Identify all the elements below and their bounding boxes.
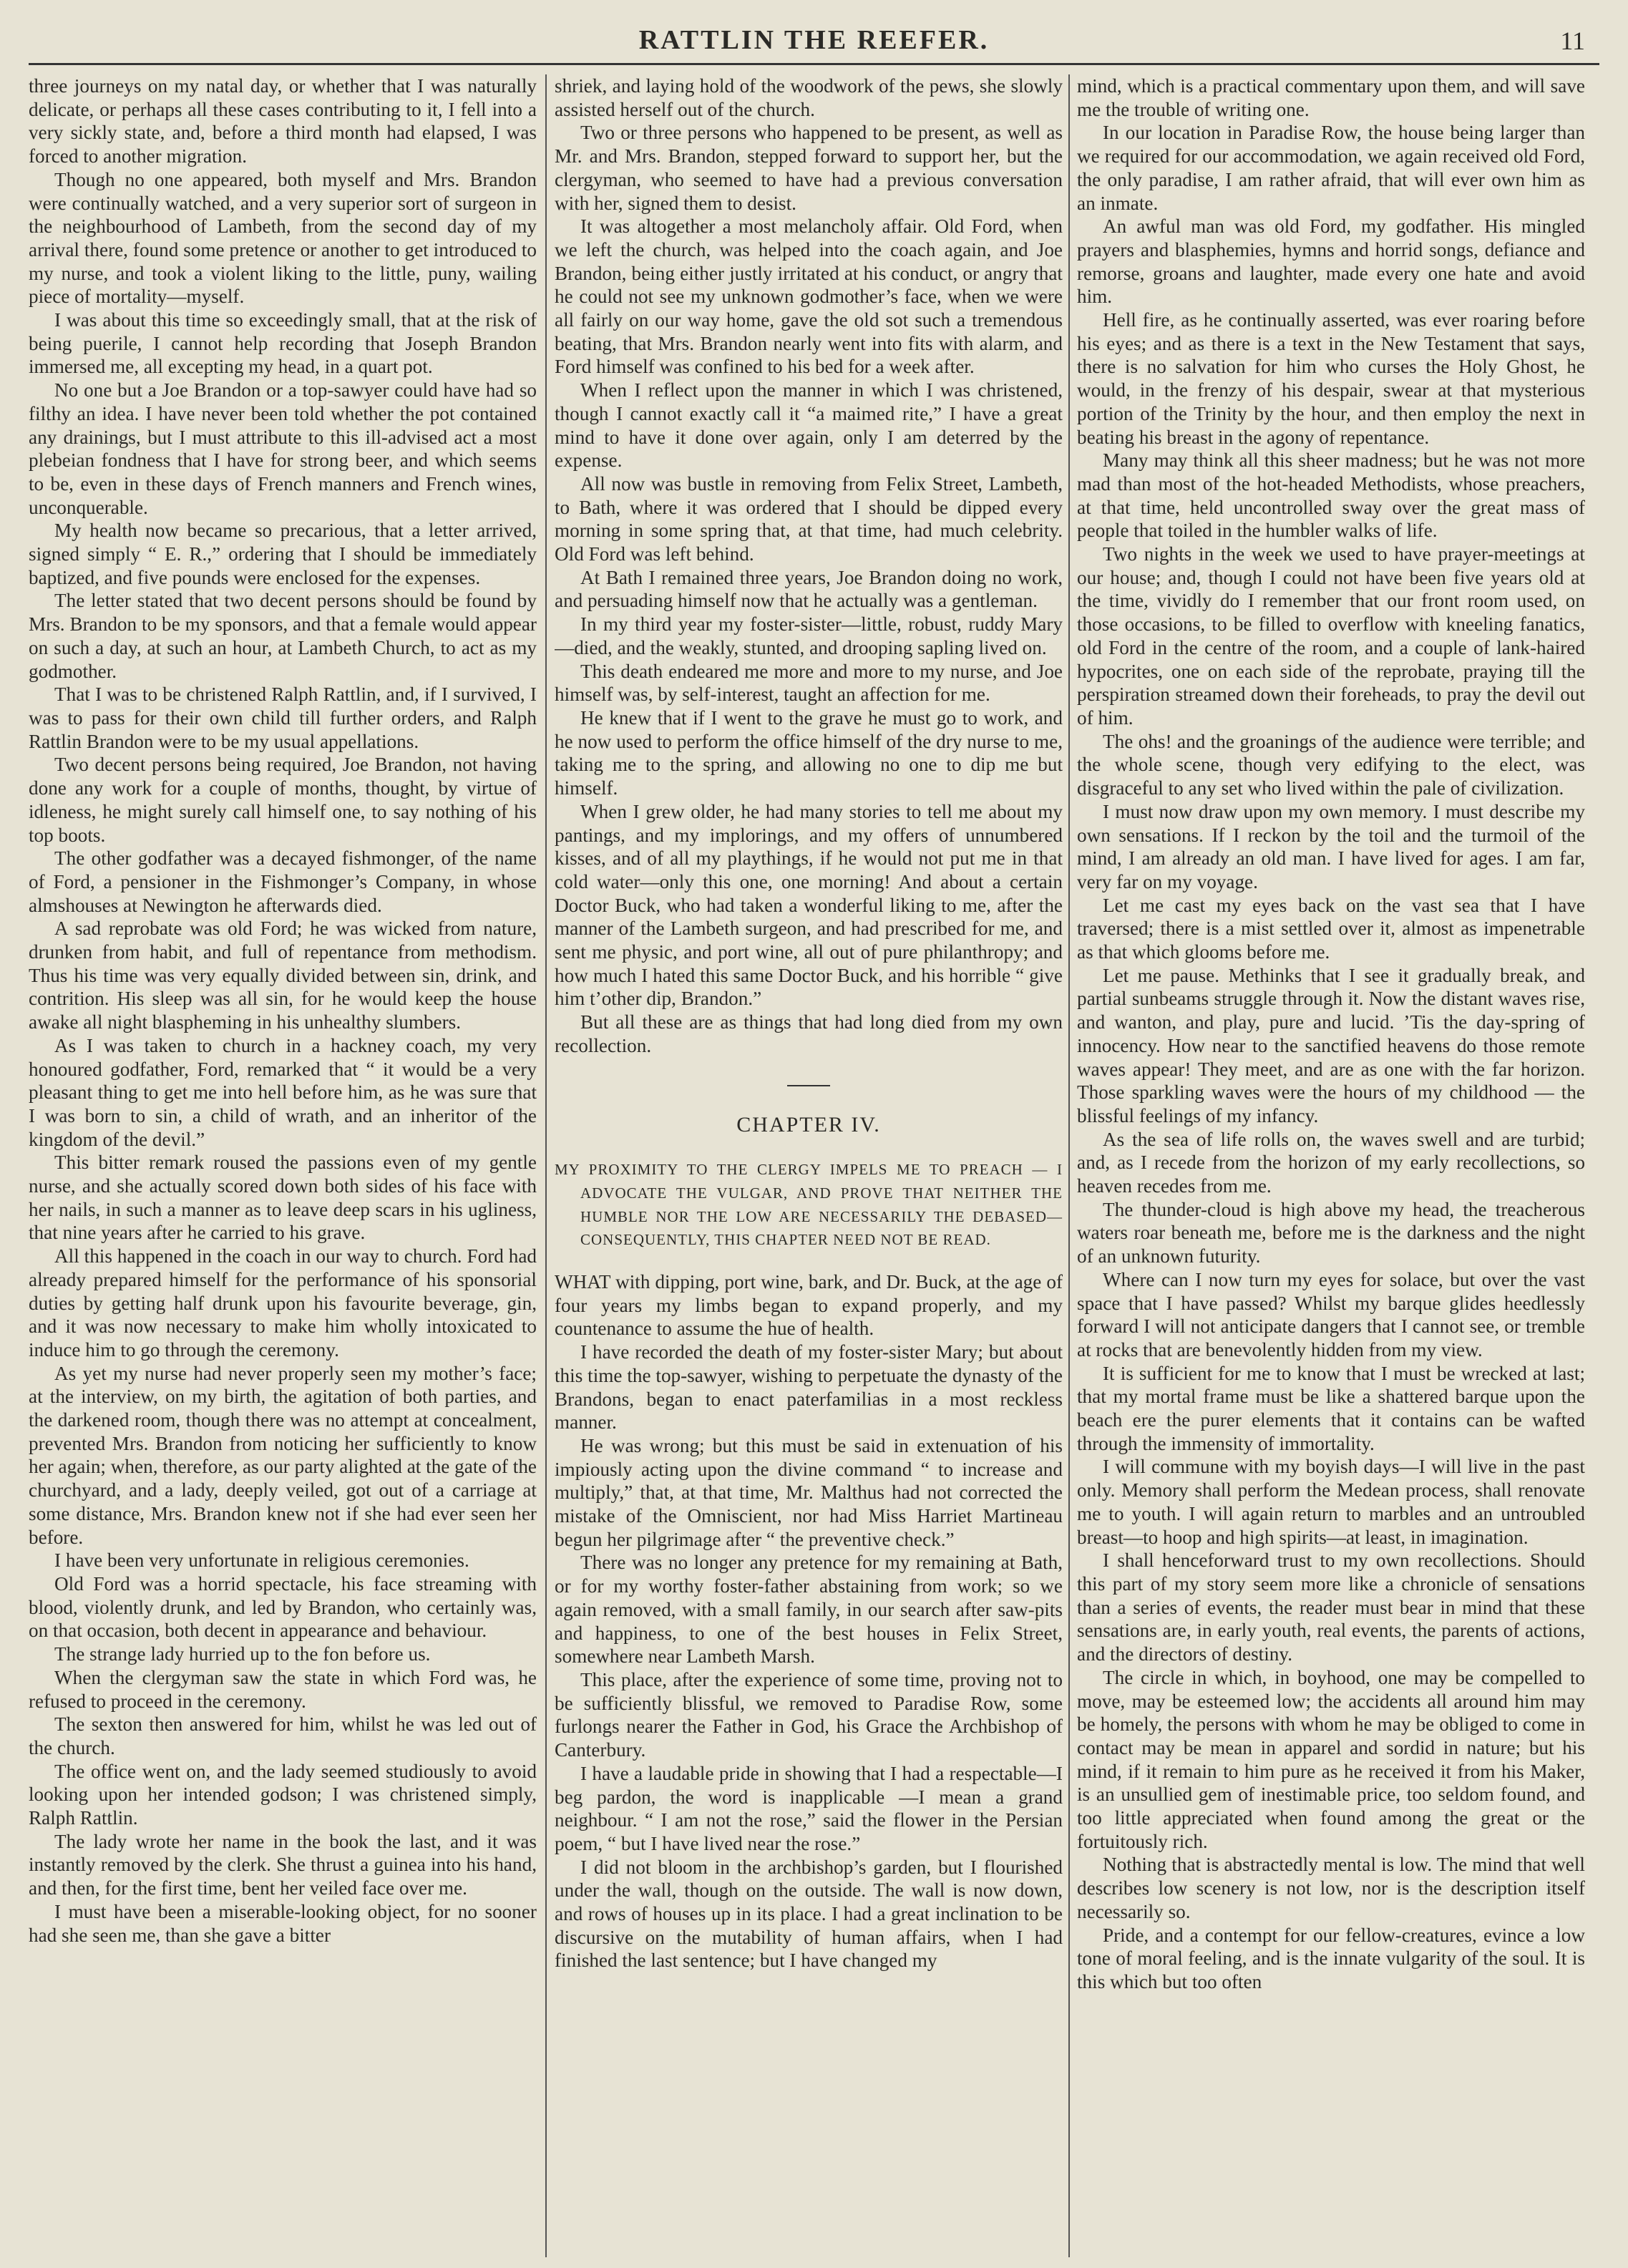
paragraph: Let me cast my eyes back on the vast sea that I have traversed; there is a mist settled over it, almost as impenetrable as that which glooms before me.	[1077, 894, 1585, 963]
paragraph: Nothing that is abstractedly mental is low. The mind that well describes low scenery is not low, nor is the description itself necessarily so.	[1077, 1854, 1585, 1922]
header-rule	[29, 63, 1599, 65]
paragraph: The thunder-cloud is high above my head, the treacherous waters roar beneath me, before me is the darkness and the night of an unknown futurity.	[1077, 1198, 1585, 1267]
paragraph: Two or three persons who happened to be present, as well as Mr. and Mrs. Brandon, stepped forward to support her, but the clergyman, who seemed to have had a previous conversation with her, signed them to desist.	[555, 122, 1063, 214]
paragraph: My health now became so precarious, that a letter arrived, signed simply “ E. R.,” ordering that I should be immediately baptized, and five pounds were enclosed for the expenses.	[29, 520, 537, 588]
paragraph: An awful man was old Ford, my godfather. His mingled prayers and blasphemies, hymns and horrid songs, defiance and remorse, groans and laughter, made every one hate and avoid him.	[1077, 215, 1585, 308]
text-column-1	[29, 74, 537, 2257]
paragraph: As yet my nurse had never properly seen my mother’s face; at the interview, on my birth, the agitation of both parties, and the darkened room, though there was no attempt at concealment, prevented Mrs. Brandon from noticing her sufficiently to know her again; when, therefore, as our party alighted at the gate of the churchyard, and a lady, deeply veiled, got out of a carriage at some distance, Mrs. Brandon knew not if she had ever seen her before.	[29, 1362, 537, 1548]
paragraph: I was about this time so exceedingly small, that at the risk of being puerile, I cannot help recording that Joseph Brandon immersed me, all excepting my head, in a quart pot.	[29, 309, 537, 378]
page-header	[29, 24, 1599, 57]
paragraph: I must now draw upon my own memory. I must describe my own sensations. If I reckon by the toil and the turmoil of the mind, I am already an old man. I have lived for ages. I am far, very far on my voyage.	[1077, 800, 1585, 892]
paragraph: When I grew older, he had many stories to tell me about my pantings, and my implorings, and my offers of unnumbered kisses, and of all my playthings, if he would not put me in that cold water—only this one, one morning! And about a certain Doctor Buck, who had taken a wonderful liking to me, after the manner of the Lambeth surgeon, and had prescribed for me, and sent me physic, and port wine, all out of pure philanthropy; and how much I hated this same Doctor Buck, and his horrible “ give him t’other dip, Brandon.”	[555, 800, 1063, 1010]
text-column-3	[1077, 74, 1585, 2257]
paragraph: At Bath I remained three years, Joe Brandon doing no work, and persuading himself now that he actually was a gentleman.	[555, 566, 1063, 612]
paragraph: mind, which is a practical commentary upon them, and will save me the trouble of writing one.	[1077, 75, 1585, 120]
paragraph: All now was bustle in removing from Felix Street, Lambeth, to Bath, where it was ordered that I should be dipped every morning in some spring that, at that time, had much celebrity. Old Ford was left behind.	[555, 472, 1063, 565]
paragraph: Two decent persons being required, Joe Brandon, not having done any work for a couple of months, thought, by virtue of idleness, he might surely call himself one, to say nothing of his top boots.	[29, 754, 537, 846]
paragraph: This death endeared me more and more to my nurse, and Joe himself was, by self-interest, taught an affection for me.	[555, 660, 1063, 706]
running-title: RATTLIN THE REEFER.	[638, 25, 990, 55]
paragraph: Old Ford was a horrid spectacle, his face streaming with blood, violently drunk, and led by Brandon, who certainly was, on that occasion, both decent in appearance and behaviour.	[29, 1573, 537, 1642]
column-divider	[545, 74, 547, 2257]
paragraph: The other godfather was a decayed fishmonger, of the name of Ford, a pensioner in the Fishmonger’s Company, in whose almshouses at Newington he afterwards died.	[29, 847, 537, 916]
paragraph: The sexton then answered for him, whilst he was led out of the church.	[29, 1713, 537, 1758]
paragraph: As I was taken to church in a hackney coach, my very honoured godfather, Ford, remarked that “ it would be a very pleasant thing to get me into hell before him, as he was sure that I was born to sin, a child of wrath, and an inheritor of the kingdom of the devil.”	[29, 1034, 537, 1150]
paragraph: He was wrong; but this must be said in extenuation of his impiously acting upon the divine command “ to increase and multiply,” that, at that time, Mr. Malthus had not corrected the mistake of the Omniscient, nor had Miss Harriet Martineau begun her pilgrimage after “ the preventive check.”	[555, 1434, 1063, 1550]
paragraph: WHAT with dipping, port wine, bark, and Dr. Buck, at the age of four years my limbs began to expand properly, and my countenance to assume the hue of health.	[555, 1271, 1063, 1340]
paragraph: This bitter remark roused the passions even of my gentle nurse, and she actually scored down both sides of his face with her nails, in such a manner as to leave deep scars in his ugliness, that nine years after he carried to his grave.	[29, 1152, 537, 1244]
paragraph: All this happened in the coach in our way to church. Ford had already prepared himself for the performance of his sponsorial duties by getting half drunk upon his favourite beverage, gin, and it was now necessary to make him wholly intoxicated to induce him to go through the ceremony.	[29, 1245, 537, 1361]
chapter-separator	[787, 1085, 830, 1086]
paragraph: I did not bloom in the archbishop’s garden, but I flourished under the wall, though on the outside. The wall is now down, and rows of houses up in its place. I had a great inclination to be discursive on the mutability of human affairs, when I had finished the last sentence; but I have changed my	[555, 1856, 1063, 1972]
paragraph: Where can I now turn my eyes for solace, but over the vast space that I have passed? Whilst my barque glides heedlessly forward I will not anticipate dangers that I cannot see, or tremble at rocks that are benevolently hidden from my view.	[1077, 1268, 1585, 1361]
paragraph: Though no one appeared, both myself and Mrs. Brandon were continually watched, and a very superior sort of surgeon in the neighbourhood of Lambeth, from the second day of my arrival there, found some pretence or another to get introduced to my nurse, and took a violent liking to the little, puny, wailing piece of mortality—myself.	[29, 168, 537, 308]
paragraph: The office went on, and the lady seemed studiously to avoid looking upon her intended godson; I was christened simply, Ralph Rattlin.	[29, 1760, 537, 1829]
paragraph: three journeys on my natal day, or whether that I was naturally delicate, or perhaps all these cases contributing to it, I fell into a very sickly state, and, before a third month had elapsed, I was forced to another migration.	[29, 75, 537, 167]
text-column-2	[555, 74, 1063, 2257]
page-number: 11	[1560, 26, 1585, 55]
paragraph: A sad reprobate was old Ford; he was wicked from nature, drunken from habit, and full of repentance from methodism. Thus his time was very equally divided between sin, drink, and contrition. His sleep was all sin, for he would keep the house awake all night blaspheming in his unhealthy slumbers.	[29, 918, 537, 1033]
paragraph: Two nights in the week we used to have prayer-meetings at our house; and, though I could not have been five years old at the time, vividly do I remember that our front room used, on those occasions, to be filled to overflow with kneeling fanatics, old Ford in the centre of the room, and a couple of lank-haired hypocrites, one on each side of the reprobate, praying till the perspiration streamed down their foreheads, to pray the devil out of him.	[1077, 543, 1585, 729]
paragraph: I will commune with my boyish days—I will live in the past only. Memory shall perform the Medean process, shall renovate me to youth. I will again return to marbles and an untroubled breast—to hoop and high spirits—at least, in imagination.	[1077, 1456, 1585, 1548]
chapter-summary: MY PROXIMITY TO THE CLERGY IMPELS ME TO PREACH — I ADVOCATE THE VULGAR, AND PROVE THAT NEITHER THE HUMBLE NOR THE LOW ARE NECESSARILY THE DEBASED—CONSEQUENTLY, THIS CHAPTER NEED NOT BE READ.	[555, 1161, 1063, 1249]
chapter-title: CHAPTER IV.	[736, 1112, 881, 1137]
paragraph: This place, after the experience of some time, proving not to be sufficiently blissful, we removed to Paradise Row, some furlongs nearer the Father in God, his Grace the Archbishop of Canterbury.	[555, 1669, 1063, 1761]
paragraph: In our location in Paradise Row, the house being larger than we required for our accommodation, we again received old Ford, the only paradise, I am rather afraid, that will ever own him as an inmate.	[1077, 122, 1585, 214]
paragraph: The circle in which, in boyhood, one may be compelled to move, may be esteemed low; the accidents all around him may be homely, the persons with whom he may be obliged to come in contact may be mean in apparel and sordid in nature; but his mind, if it remain to him pure as he received it from his Maker, is an unsullied gem of inestimable price, too seldom found, and too little appreciated when found among the great or the fortuitously rich.	[1077, 1666, 1585, 1852]
paragraph: He knew that if I went to the grave he must go to work, and he now used to perform the office himself of the dry nurse to me, taking me to the spring, and allowing no one to dip me but himself.	[555, 706, 1063, 799]
paragraph: I have recorded the death of my foster-sister Mary; but about this time the top-sawyer, wishing to perpetuate the dynasty of the Brandons, began to enact paterfamilias in a most reckless manner.	[555, 1341, 1063, 1434]
paragraph: Many may think all this sheer madness; but he was not more mad than most of the hot-headed Methodists, whose preachers, at that time, held uncontrolled sway over the great mass of people that toiled in the humbler walks of life.	[1077, 449, 1585, 542]
paragraph: It is sufficient for me to know that I must be wrecked at last; that my mortal frame must be like a shattered barque upon the beach ere the purer elements that it contains can be wafted through the immensity of immortality.	[1077, 1362, 1585, 1454]
paragraph: I shall henceforward trust to my own recollections. Should this part of my story seem more like a chronicle of sensations than a series of events, the reader must bear in mind that these sensations are, in early youth, real events, the parents of actions, and the directors of destiny.	[1077, 1549, 1585, 1665]
paragraph: The lady wrote her name in the book the last, and it was instantly removed by the clerk. She thrust a guinea into his hand, and then, for the first time, bent her veiled face over me.	[29, 1830, 537, 1899]
paragraph: As the sea of life rolls on, the waves swell and are turbid; and, as I recede from the horizon of my early recollections, so heaven recedes from me.	[1077, 1128, 1585, 1197]
paragraph: The letter stated that two decent persons should be found by Mrs. Brandon to be my sponsors, and that a female would appear on such a day, at such an hour, at Lambeth Church, to act as my godmother.	[29, 590, 537, 682]
paragraph: I have been very unfortunate in religious ceremonies.	[54, 1549, 469, 1572]
paragraph: It was altogether a most melancholy affair. Old Ford, when we left the church, was helped into the coach again, and Joe Brandon, being either justly irritated at his conduct, or angry that he could not see my unknown godmother’s face, when we were all fairly on our way home, gave the old sot such a tremendous beating, that Mrs. Brandon nearly went into fits with alarm, and Ford himself was confined to his bed for a week after.	[555, 215, 1063, 378]
paragraph: When I reflect upon the manner in which I was christened, though I cannot exactly call it “a maimed rite,” I have a great mind to have it done over again, only I am deterred by the expense.	[555, 379, 1063, 472]
paragraph: But all these are as things that had long died from my own recollection.	[555, 1011, 1063, 1056]
paragraph: I have a laudable pride in showing that I had a respectable—I beg pardon, the word is inapplicable —I mean a grand neighbour. “ I am not the rose,” said the flower in the Persian poem, “ but I have lived near the rose.”	[555, 1762, 1063, 1854]
paragraph: The ohs! and the groanings of the audience were terrible; and the whole scene, though very edifying to the elect, was disgraceful to any set who lived within the pale of civilization.	[1077, 730, 1585, 799]
column-divider	[1068, 74, 1070, 2257]
paragraph: Hell fire, as he continually asserted, was ever roaring before his eyes; and as there is a text in the New Testament that says, there is no salvation for him who curses the Holy Ghost, he would, in the frenzy of his despair, swear at that mysterious portion of the Trinity by the hour, and then employ the next in beating his breast in the agony of repentance.	[1077, 309, 1585, 448]
paragraph: No one but a Joe Brandon or a top-sawyer could have had so filthy an idea. I have never been told whether the pot contained any drainings, but I must attribute to this ill-advised act a most plebeian fondness that I have for strong beer, and which seems to be, even in these days of French manners and French wines, unconquerable.	[29, 379, 537, 518]
paragraph: That I was to be christened Ralph Rattlin, and, if I survived, I was to pass for their own child till further orders, and Ralph Rattlin Brandon were to be my usual appellations.	[29, 683, 537, 752]
paragraph: I must have been a miserable-looking object, for no sooner had she seen me, than she gave a bitter	[29, 1900, 537, 1946]
paragraph: In my third year my foster-sister—little, robust, ruddy Mary—died, and the weakly, stunted, and drooping sapling lived on.	[555, 613, 1063, 658]
paragraph: When the clergyman saw the state in which Ford was, he refused to proceed in the ceremony.	[29, 1666, 537, 1712]
paragraph: There was no longer any pretence for my remaining at Bath, or for my worthy foster-father abstaining from work; so we again removed, with a small family, in our search after saw-pits and happiness, to one of the best houses in Felix Street, somewhere near Lambeth Marsh.	[555, 1552, 1063, 1668]
paragraph: The strange lady hurried up to the fon before us.	[54, 1643, 431, 1665]
paragraph: shriek, and laying hold of the woodwork of the pews, she slowly assisted herself out of the church.	[555, 75, 1063, 120]
paragraph: Pride, and a contempt for our fellow-creatures, evince a low tone of moral feeling, and is the innate vulgarity of the soul. It is this which but too often	[1077, 1924, 1585, 1992]
paragraph: Let me pause. Methinks that I see it gradually break, and partial sunbeams struggle through it. Now the distant waves rise, and wanton, and play, pure and lucid. ’Tis the day-spring of innocency. How near to the sanctified heavens do those remote waves appear! They meet, and are as one with the far horizon. Those sparkling waves were the hours of my childhood — the blissful feelings of my infancy.	[1077, 964, 1585, 1126]
